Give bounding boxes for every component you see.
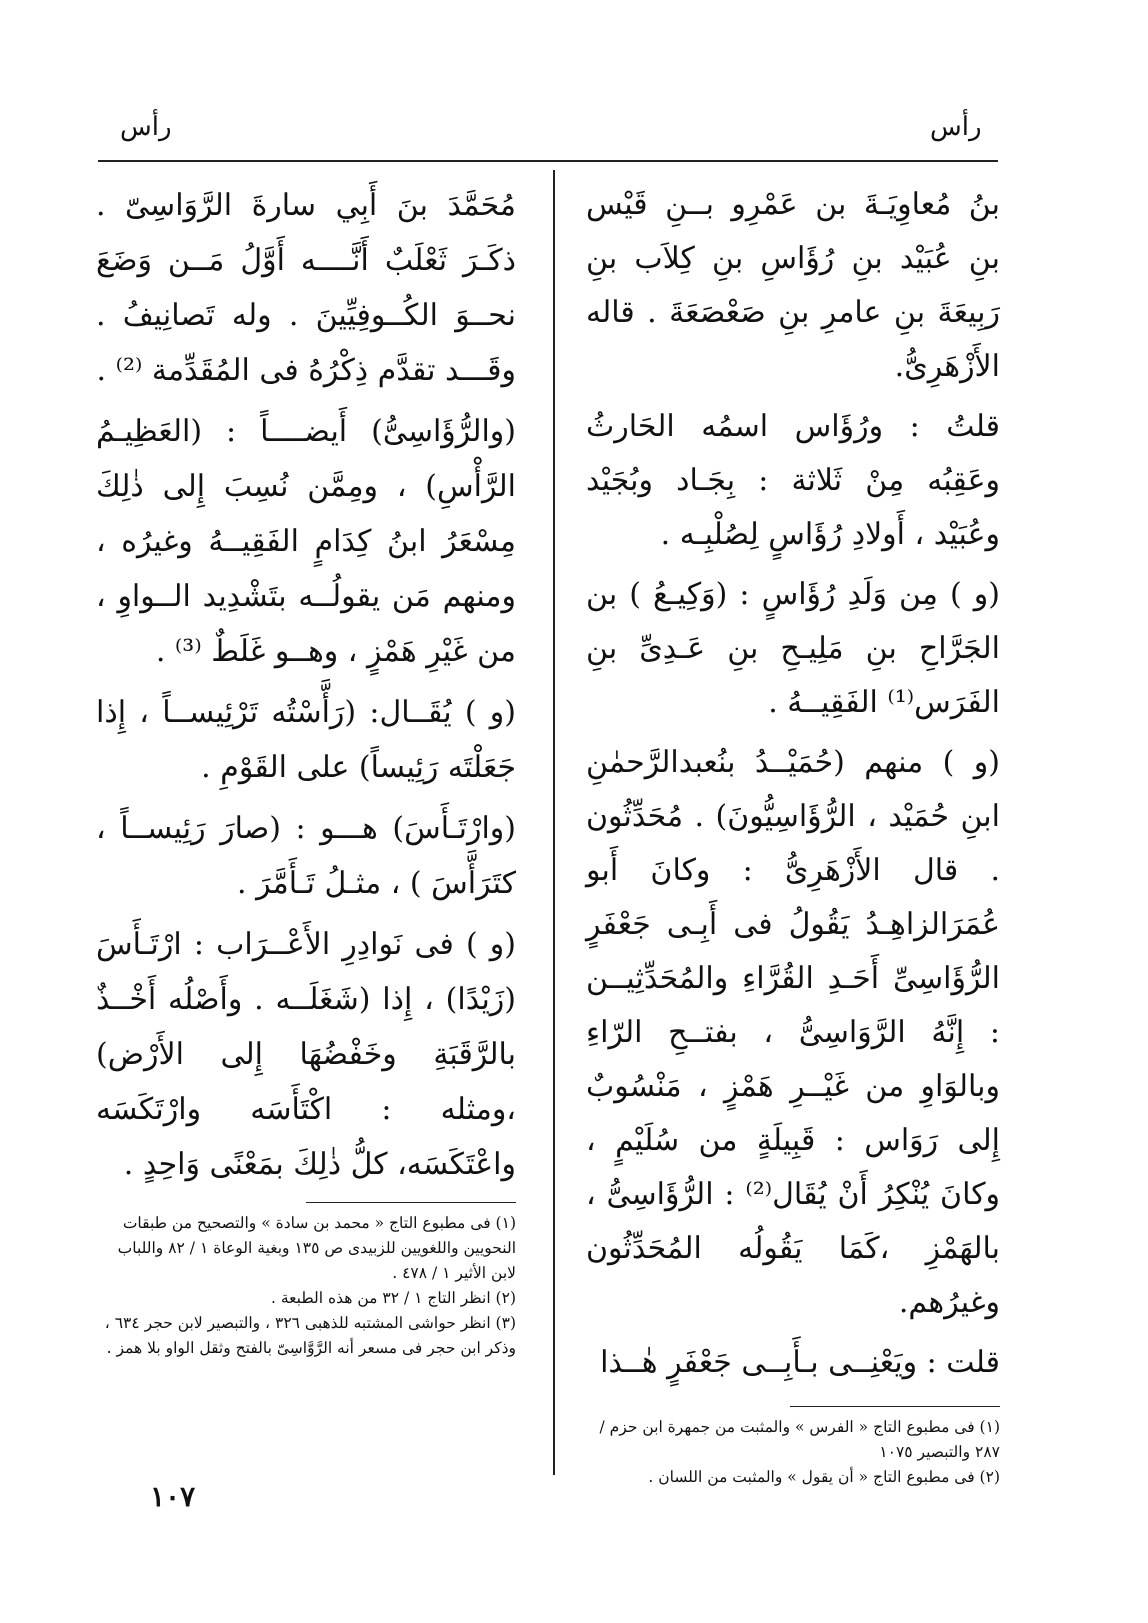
paragraph: (و ) مِن وَلَدِ رُؤَاسٍ : (وَكِيـعُ ) بن الجَرَّاحِ بنِ مَلِيـحِ بنِ عَـدِىِّ بنِ الفَرَس⁽¹⁾ الفَقِيــهُ .	[586, 577, 1000, 720]
running-header-right: رأس	[930, 112, 982, 142]
left-column	[96, 178, 516, 1361]
running-header-left: رأس	[120, 112, 172, 142]
header-rule	[98, 160, 998, 162]
paragraph: مُحَمَّدَ بنَ أَبِي سارةَ الرَّوَاسِىّ . ذكَـرَ ثَعْلَبٌ أَنَّــــه أَوَّلُ مَــن وَضَعَ نحــوَ الكُــوفِيِّينَ . وله تَصانِيفُ . وقَـــد تقدَّم ذِكْرُهُ فى المُقَدِّمة ⁽²⁾ .	[96, 188, 516, 388]
paragraph: (والرُّؤَاسِىُّ) أَيضــــاً : (العَظِيـمُ الرَّأْسِ) ، ومِمَّن نُسِبَ إِلى ذٰلِكَ مِسْعَرُ ابنُ كِدَامٍ الفَقِيــهُ وغيرُه ، ومنهم مَن يقولُــه بتَشْدِيد الــواوِ ، من غَيْرِ هَمْزٍ ، وهــو غَلَطٌ ⁽³⁾ .	[96, 414, 516, 669]
footnote: (١) فى مطبوع التاج « الفرس » والمثبت من جمهرة ابن حزم / ٢٨٧ والتبصير ١٠٧٥	[599, 1418, 1000, 1461]
right-column	[586, 178, 1000, 1490]
footnote-rule	[790, 1406, 1000, 1407]
paragraph: (و ) فى نَوادِرِ الأَعْــرَاب : ارْتَـأَسَ (زَيْدًا) ، إِذا (شَغَلَــه . وأَصْلُه أَخْــذٌ بالرَّقَبَةِ وخَفْضُهَا إِلى الأَرْض) ،ومثله : اكْتَأَسَه وارْتَكَسَه واعْتَكَسَه، كلُّ ذٰلِكَ بمَعْنًى وَاحِدٍ .	[96, 927, 516, 1182]
footnote: (٣) انظر حواشى المشتبه للذهبى ٣٢٦ ، والتبصير لابن حجر ٦٣٤ ، وذكر ابن حجر فى مسعر أنه الرَّوَّاسِىّ بالفتح وثقل الواو بلا همز .	[104, 1314, 516, 1357]
paragraph: (و ) منهم (حُمَيْــدُ بنُعبدالرَّحمٰنِ ابنِ حُمَيْد ، الرُّؤَاسِيُّونَ) . مُحَدِّثُون . قال الأَزْهَرِىُّ : وكانَ أَبو عُمَرَالزاهِـدُ يَقُولُ فى أَبِـى جَعْفَرٍ الرُّؤَاسِىِّ أَحَـدِ القُرَّاءِ والمُحَدِّثِيــن : إِنَّهُ الرَّوَاسِىُّ ، بفتــحِ الرّاءِ وبالوَاوِ من غَيْــرِ هَمْزٍ ، مَنْسُوبٌ إِلى رَوَاس : قَبِيلَةٍ من سُلَيْمٍ ، وكانَ يُنْكِرُ أَنْ يُقَال⁽²⁾ : الرُّؤَاسِىُّ ، بالهَمْزِ ،كَمَا يَقُولُه المُحَدِّثُون وغيرُهم.	[586, 745, 1000, 1320]
paragraph: بنُ مُعاوِيَـةَ بن عَمْرِو بــنِ قَيْس بنِ عُبَيْد بنِ رُؤَاسِ بنِ كِلاَب بنِ رَبِيعَةَ بنِ عامرِ بنِ صَعْصَعَةَ . قاله الأَزْهَرِىُّ.	[586, 187, 1000, 384]
paragraph: (وارْتَـأَسَ) هـــو : (صارَ رَئِيســاً ، كتَرَأَّسَ ) ، مثـلُ تَـأَمَّرَ .	[96, 811, 516, 901]
column-divider	[553, 170, 555, 1475]
page-number: ١٠٧	[150, 1480, 196, 1513]
footnote: (٢) انظر التاج ١ / ٣٢ من هذه الطبعة .	[271, 1289, 516, 1307]
footnote-rule	[306, 1202, 516, 1203]
paragraph: قلتُ : ورُؤَاس اسمُه الحَارثُ وعَقِبُه مِنْ ثَلاثة : بِجَـاد وبُجَيْد وعُبَيْد ، أَولادِ رُؤَاسٍ لِصُلْبِـه .	[586, 409, 1000, 552]
paragraph: قلت : ويَعْنِــى بـأَبِــى جَعْفَرٍ هٰــذا	[600, 1345, 1000, 1380]
footnote: (١) فى مطبوع التاج « محمد بن سادة » والتصحيح من طبقات النحويين واللغويين للزبيدى ص ١٣٥ وبغية الوعاة ١ / ٨٢ واللباب لابن الأثير ١ / ٤٧٨ .	[117, 1214, 516, 1282]
paragraph: (و ) يُقَــال: (رَأَّسْتُه تَرْئِيســاً ، إِذا جَعَلْتَه رَئِيساً) على القَوْمِ .	[96, 695, 516, 785]
footnote: (٢) فى مطبوع التاج « أن يقول » والمثبت من اللسان .	[648, 1468, 1000, 1486]
